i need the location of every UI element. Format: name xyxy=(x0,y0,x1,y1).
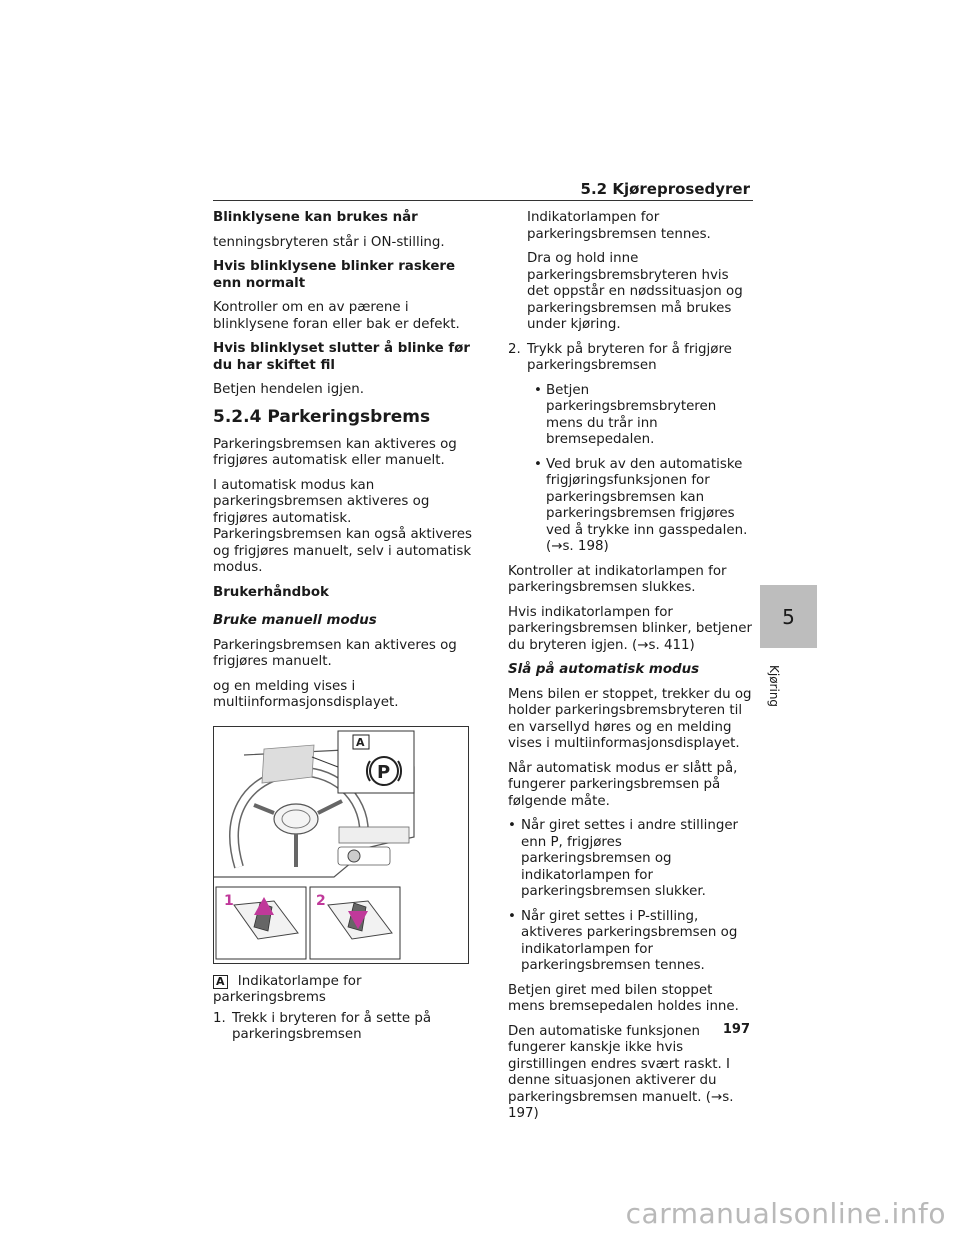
bullet-icon: • xyxy=(534,382,542,398)
right-column xyxy=(508,210,753,1131)
paragraph: Hvis indikatorlampen for parkeringsbremsen blinker, betjener du bryteren igjen. (→s. 411) xyxy=(508,604,753,653)
step-2 xyxy=(508,342,753,375)
subheading-auto-mode: Slå på automatisk modus xyxy=(508,662,700,677)
figure-step-2-label: 2 xyxy=(316,892,326,909)
chapter-tab-label: Kjøring xyxy=(767,665,781,708)
list-item xyxy=(508,818,753,901)
dashboard-illustration xyxy=(214,727,469,964)
heading-blink-fast: Hvis blinklysene blinker raskere enn normalt xyxy=(213,259,456,291)
step-text: Trekk i bryteren for å sette på parkeringsbremsen xyxy=(232,1010,432,1042)
chapter-tab: 5 xyxy=(760,585,817,648)
parking-brake-figure xyxy=(213,726,469,964)
paragraph: Betjen giret med bilen stoppet mens bremsepedalen holdes inne. xyxy=(508,982,739,1014)
bullet-icon: • xyxy=(508,818,516,833)
paragraph: og en melding vises i multiinformasjonsdisplayet. xyxy=(213,678,399,710)
paragraph: Dra og hold inne parkeringsbremsbryteren hvis det oppstår en nødssituasjon og parkeringsbremsen må brukes under kjøring. xyxy=(527,251,743,332)
paragraph: Den automatiske funksjonen fungerer kanskje ikke hvis girstillingen endres svært raskt. I denne situasjonen aktiverer du parkeringsbremsen manuelt. (→s. 197) xyxy=(508,1023,734,1121)
step-text: Trykk på bryteren for å frigjøre parkeringsbremsen xyxy=(527,341,732,373)
heading-blinklys: Blinklysene kan brukes når xyxy=(213,210,418,225)
paragraph: Kontroller at indikatorlampen for parkeringsbremsen slukkes. xyxy=(508,563,727,595)
paragraph: Parkeringsbremsen kan aktiveres og frigjøres manuelt. xyxy=(213,637,457,669)
list-item xyxy=(508,383,753,449)
watermark: carmanualsonline.info xyxy=(625,1197,946,1230)
paragraph: I automatisk modus kan parkeringsbremsen aktiveres og frigjøres automatisk. Parkeringsbremsen kan også aktiveres og frigjøres manuelt, selv i automatisk modus. xyxy=(213,477,472,575)
list-item xyxy=(508,909,753,975)
paragraph: Parkeringsbremsen kan aktiveres og frigjøres automatisk eller manuelt. xyxy=(213,436,457,468)
heading-blink-stops: Hvis blinklyset slutter å blinke før du har skiftet fil xyxy=(213,341,470,373)
paragraph: Kontroller om en av pærene i blinklysene foran eller bak er defekt. xyxy=(213,300,460,332)
section-title: 5.2.4 Parkeringsbrems xyxy=(213,406,431,427)
bullet-icon: • xyxy=(534,456,542,472)
list-item xyxy=(508,457,753,556)
header-rule xyxy=(213,200,753,201)
step-1 xyxy=(213,1011,473,1044)
left-column xyxy=(213,210,473,1044)
bullet-icon: • xyxy=(508,908,516,924)
subheading-manual-mode: Bruke manuell modus xyxy=(213,613,377,628)
paragraph: Indikatorlampen for parkeringsbremsen tennes. xyxy=(527,210,711,242)
chapter-header: 5.2 Kjøreprosedyrer xyxy=(580,180,750,198)
page-number: 197 xyxy=(722,1022,750,1037)
paragraph: tenningsbryteren står i ON-stilling. xyxy=(213,234,445,250)
caption-text: Indikatorlampe for parkeringsbrems xyxy=(213,973,362,1005)
step-number: 1. xyxy=(213,1010,226,1026)
figure-step-1-label: 1 xyxy=(224,892,234,909)
list-item-text: Betjen parkeringsbremsbryteren mens du trår inn bremsepedalen. xyxy=(546,382,717,447)
step-number: 2. xyxy=(508,341,521,357)
paragraph: Når automatisk modus er slått på, fungerer parkeringsbremsen på følgende måte. xyxy=(508,760,738,809)
figure-label-a: A xyxy=(356,735,365,749)
paragraph: Betjen hendelen igjen. xyxy=(213,382,364,397)
parking-indicator-icon: P xyxy=(377,761,391,783)
list-item-text: Ved bruk av den automatiske frigjøringsfunksjonen for parkeringsbremsen kan parkeringsbremsen frigjøres ved å trykke inn gasspedalen. (→s. 198) xyxy=(546,456,748,554)
figure-caption xyxy=(213,974,473,1007)
list-item-text: Når giret settes i andre stillinger enn P, frigjøres parkeringsbremsen og indikatorlampen for parkeringsbremsen slukker. xyxy=(521,818,739,899)
caption-label-a: A xyxy=(213,975,228,989)
heading-manual: Brukerhåndbok xyxy=(213,584,329,600)
paragraph: Mens bilen er stoppet, trekker du og holder parkeringsbremsbryteren til en varsellyd høres og en melding vises i multiinformasjonsdisplayet. xyxy=(508,686,752,751)
list-item-text: Når giret settes i P-stilling, aktiveres parkeringsbremsen og indikatorlampen for parkeringsbremsen tennes. xyxy=(521,908,738,973)
